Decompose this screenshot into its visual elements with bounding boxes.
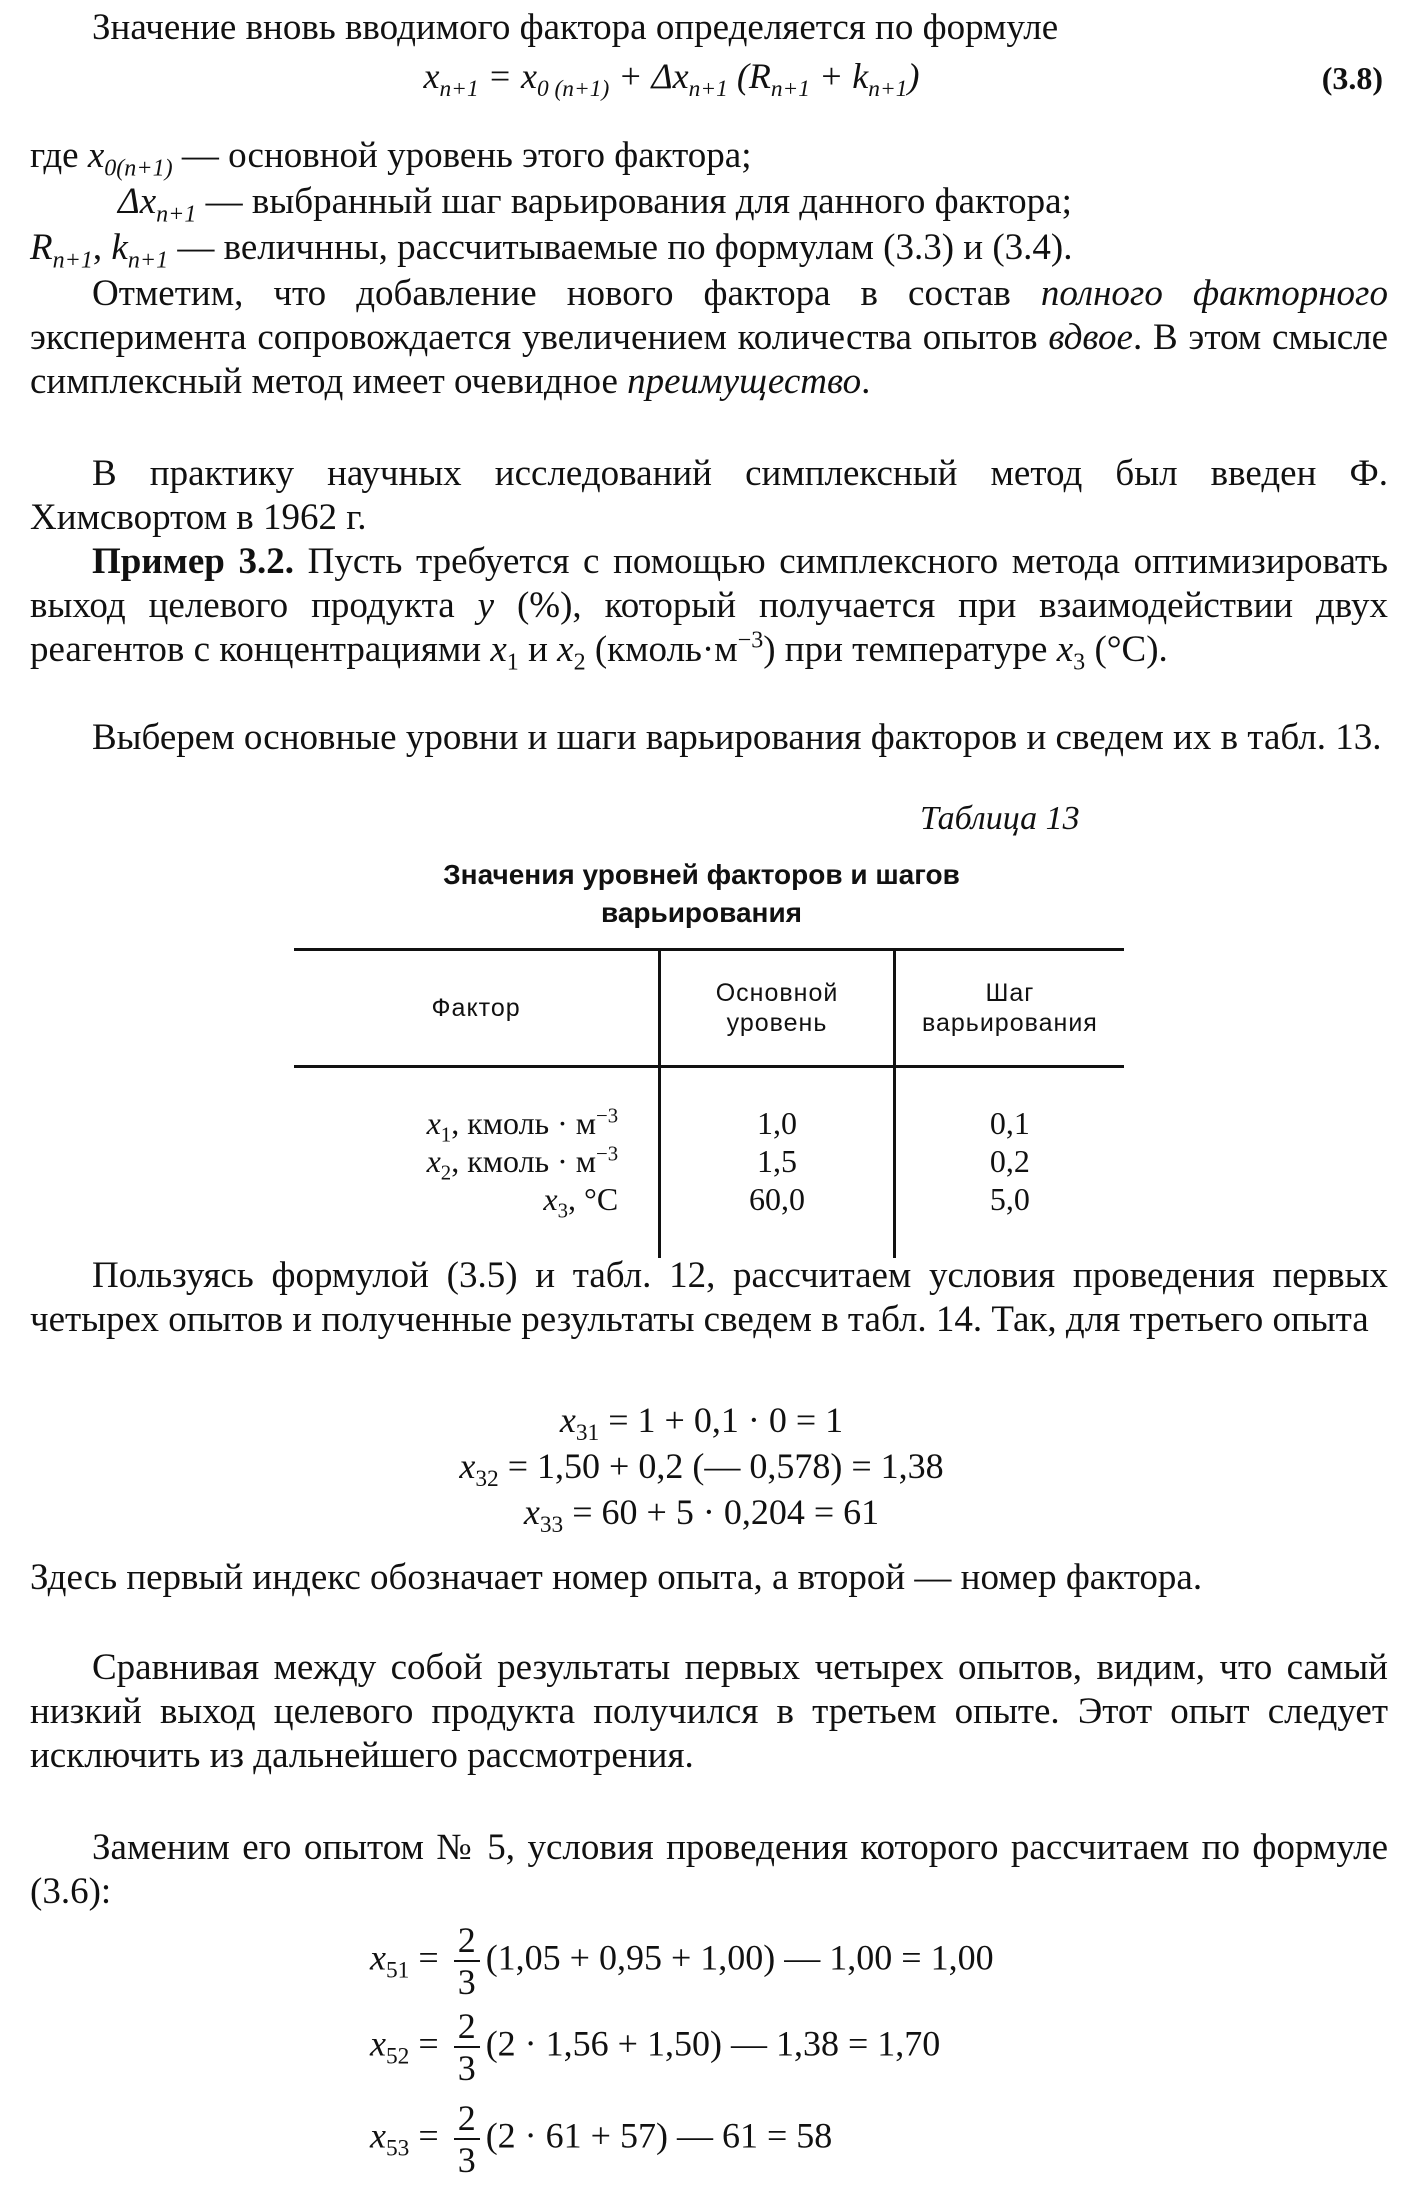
equation-3-8: $x_{n+1} = x_{0 (n+1)} + \Delta x_{n+1}$ $(R_{n+1} + k_{n+1})$ [423,56,920,103]
calc-x31: $x_{31} = 1 + 0,1 \cdot 0 = 1$ [559,1400,844,1447]
base-level-cell: 60,0 [660,1180,895,1258]
paragraph-table-intro: Выберем основные уровни и шаги варьирования факторов и сведем их в табл. 13. [92,717,1382,758]
paragraph-example-3-2: Пример 3.2. Пусть требуется с помощью симплексного метода оптимизировать выход целевого продукта y (%), который получается при взаимодействии двух реагентов с концентрациями $x_1$ и $x_2$ $(кмоль\cdot м^{-3})$ при температуре $x_3$ (°C). [30,541,1388,676]
table-row [294,1067,1124,1143]
equation-number: (3.8) [1321,60,1383,96]
calc-x53: $x_{53}$ = $\frac{2}{3}$ (2 · 61 + 57) — 61 = 58 [370,2098,833,2180]
fraction: $\frac{2}{3}$ [454,2098,480,2180]
where-line-dx: $\Delta x_{n+1}$ — выбранный шаг варьирования для данного фактора; [118,181,1072,228]
table-header-row [294,950,1124,1067]
header-base-level: Основной уровень [660,950,895,1067]
paragraph-comparison: Сравнивая между собой результаты первых четырех опытов, видим, что самый низкий выход целевого продукта получился в третьем опыте. Этот опыт следует исключить из дальнейшего рассмотрения. [30,1647,1388,1776]
calc-x52: $x_{52}$ = $\frac{2}{3}$ (2 · 1,56 + 1,50) — 1,38 = 1,70 [370,2006,941,2088]
step-cell: 5,0 [894,1180,1124,1258]
factor-cell: $x_2$, кмоль · $м^{-3}$ [426,1142,619,1185]
header-factor: Фактор [294,950,660,1067]
table-row [294,1142,1124,1180]
base-level-cell: 1,0 [660,1067,895,1143]
calc-x51: $x_{51}$ = $\frac{2}{3}$ (1,05 + 0,95 + 1,00) — 1,00 = 1,00 [370,1920,994,2002]
calc-x33: $x_{33} = 60 + 5 \cdot 0,204 = 61$ [523,1492,880,1539]
paragraph-history: В практику научных исследований симплексный метод был введен Ф. Химсвортом в 1962 г. [30,453,1388,538]
paragraph-experiment-5: Заменим его опытом № 5, условия проведения которого рассчитаем по формуле (3.6): [30,1827,1388,1912]
factor-cell: $x_1$, кмоль · $м^{-3}$ [426,1104,619,1147]
table-number: Таблица 13 [920,800,1080,837]
where-line-rk: $R_{n+1}$, $k_{n+1}$ — величнны, рассчитываемые по формулам (3.3) и (3.4). [30,227,1073,274]
factor-cell: $x_3$, °C [543,1181,619,1223]
step-cell: 0,2 [894,1142,1124,1180]
step-cell: 0,1 [894,1067,1124,1143]
base-level-cell: 1,5 [660,1142,895,1180]
table-caption: Значения уровней факторов и шагов варьирования [443,859,960,928]
where-line-x0: где $x_{0(n+1)}$ — основной уровень этого фактора; [30,135,752,182]
paragraph-calc-intro: Пользуясь формулой (3.5) и табл. 12, рассчитаем условия проведения первых четырех опытов и полученные результаты сведем в табл. 14. Так, для третьего опыта [30,1255,1388,1340]
paragraph-full-factorial: Отметим, что добавление нового фактора в состав полного факторного эксперимента сопровождается увеличением количества опытов вдвое. В этом смысле симплексный метод имеет очевидное преимущество. [30,273,1388,402]
calc-x32: $x_{32} = 1,50 + 0,2$ (— 0,578) = 1,38 [459,1446,944,1493]
paragraph-formula-intro: Значение вновь вводимого фактора определяется по формуле [92,7,1059,48]
header-step: Шаг варьирования [894,950,1124,1067]
fraction: $\frac{2}{3}$ [454,2006,480,2088]
factors-table [294,948,1124,1258]
table-row [294,1180,1124,1258]
paragraph-index-meaning: Здесь первый индекс обозначает номер опыта, а второй — номер фактора. [30,1557,1203,1598]
fraction: $\frac{2}{3}$ [454,1920,480,2002]
